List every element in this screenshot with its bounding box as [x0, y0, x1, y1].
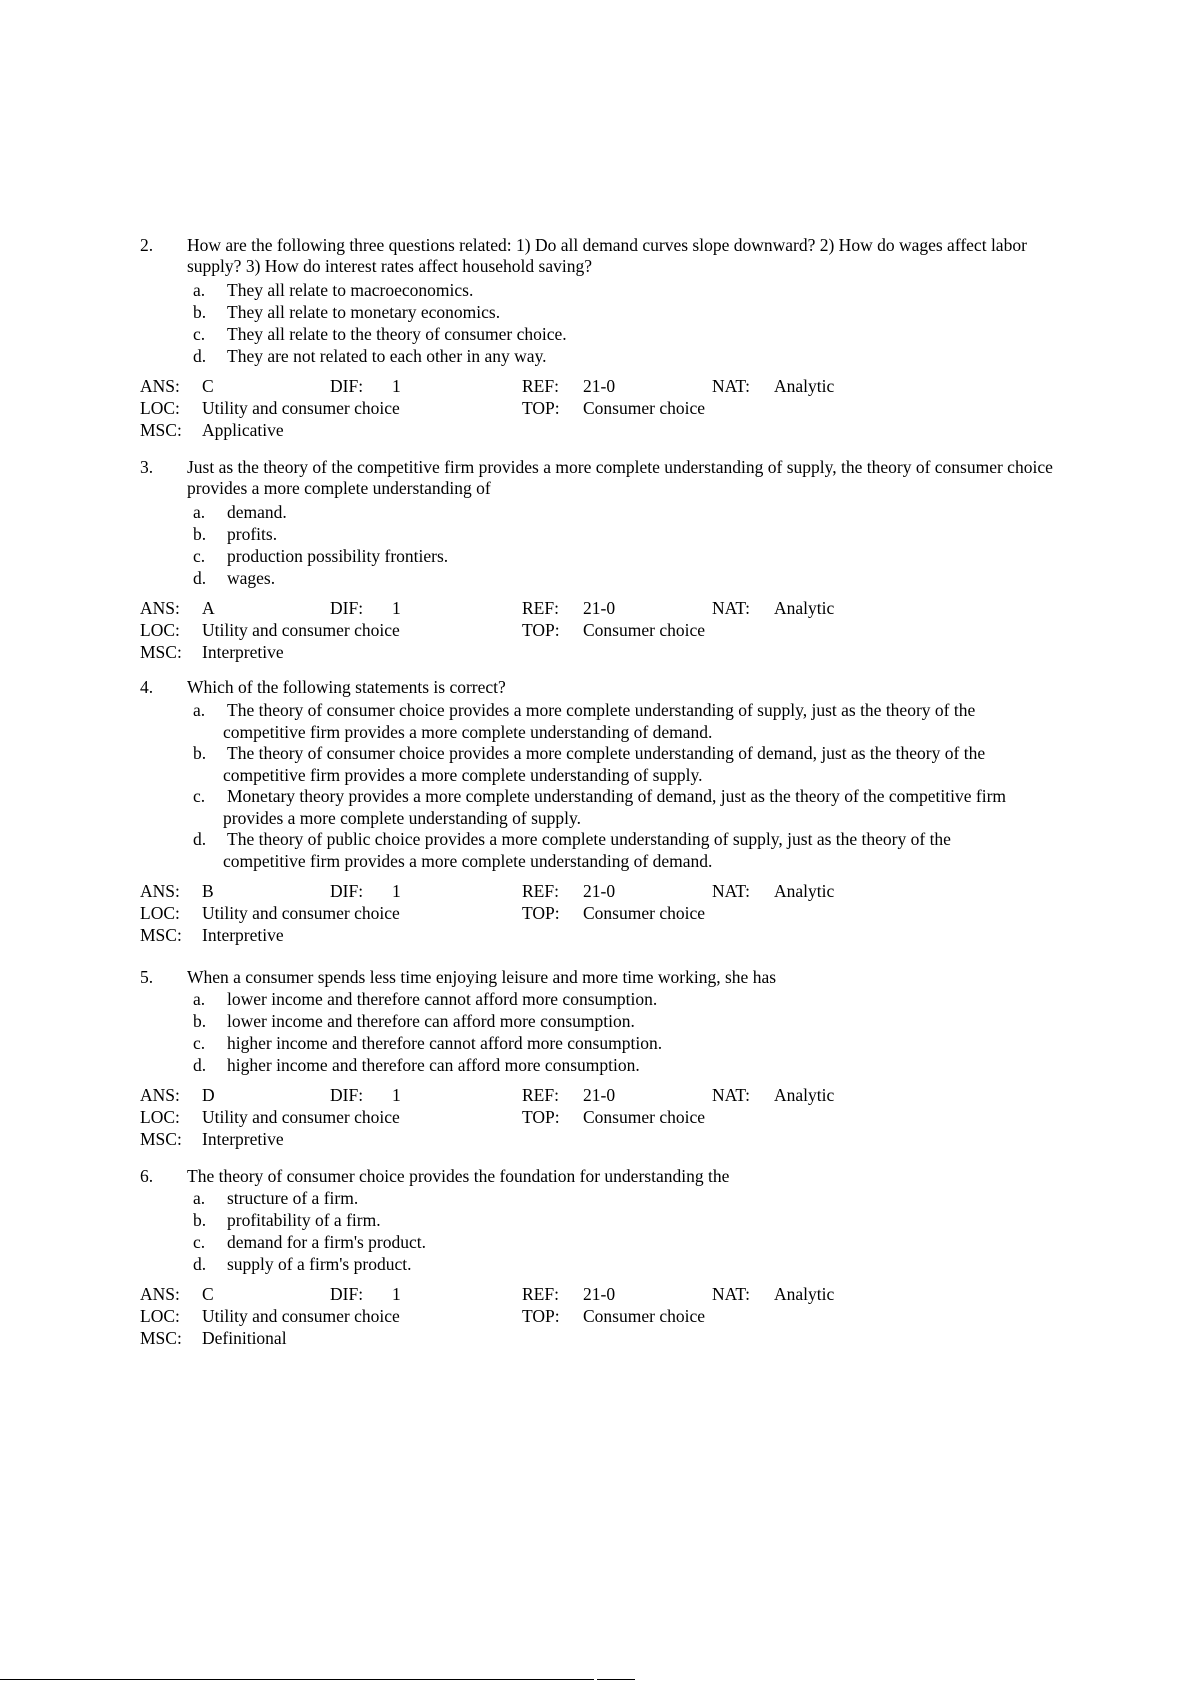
option-text: structure of a firm.: [227, 1188, 359, 1208]
ans-value: C: [202, 376, 214, 396]
nat-value: Analytic: [774, 598, 835, 618]
option-letter: b.: [193, 1210, 207, 1230]
question-6: [140, 1166, 1060, 1349]
option-letter: a.: [193, 280, 206, 300]
option-text: lower income and therefore can afford more consumption.: [227, 1011, 635, 1031]
ref-label: REF:: [522, 881, 559, 901]
option-c: [193, 323, 1060, 345]
option-a: [193, 988, 1060, 1010]
msc-label: MSC:: [140, 925, 182, 945]
answer-metadata: [140, 375, 1060, 441]
msc-value: Interpretive: [202, 925, 284, 945]
dif-value: 1: [392, 1085, 401, 1105]
ref-value: 21-0: [583, 881, 616, 901]
loc-value: Utility and consumer choice: [202, 1306, 400, 1326]
option-text: demand for a firm's product.: [227, 1232, 426, 1252]
ref-value: 21-0: [583, 1284, 616, 1304]
option-letter: d.: [193, 568, 207, 588]
option-list: [193, 1187, 1060, 1275]
option-a: [193, 279, 1060, 301]
msc-value: Interpretive: [202, 1129, 284, 1149]
answer-metadata: [140, 1084, 1060, 1150]
question-stem: Just as the theory of the competitive firm provides a more complete understanding of supply, the theory of consumer choice provides a more complete understanding of: [187, 457, 1053, 498]
question-stem-block: [140, 457, 1060, 499]
nat-value: Analytic: [774, 1085, 835, 1105]
question-stem: The theory of consumer choice provides the foundation for understanding the: [187, 1166, 730, 1186]
question-5: [140, 967, 1060, 1150]
question-stem-block: [140, 235, 1060, 277]
ans-value: D: [202, 1085, 215, 1105]
option-b: [193, 1010, 1060, 1032]
top-value: Consumer choice: [583, 398, 705, 418]
question-stem: Which of the following statements is correct?: [187, 677, 506, 697]
msc-value: Definitional: [202, 1328, 287, 1348]
option-letter: d.: [193, 1254, 207, 1274]
option-c: [193, 786, 1013, 829]
option-text: profitability of a firm.: [227, 1210, 381, 1230]
option-letter: d.: [193, 346, 207, 366]
option-text: The theory of public choice provides a more complete understanding of supply, just as the theory of the competitive firm provides a more complete understanding of demand.: [223, 829, 951, 871]
loc-value: Utility and consumer choice: [202, 398, 400, 418]
ref-value: 21-0: [583, 376, 616, 396]
ans-label: ANS:: [140, 1085, 180, 1105]
nat-value: Analytic: [774, 376, 835, 396]
dif-label: DIF:: [330, 376, 364, 396]
option-a: [193, 501, 1060, 523]
question-stem: How are the following three questions related: 1) Do all demand curves slope downward? 2) How do wages affect labor supply? 3) How do interest rates affect household saving?: [187, 235, 1027, 276]
option-text: lower income and therefore cannot afford more consumption.: [227, 989, 658, 1009]
ans-value: C: [202, 1284, 214, 1304]
ref-label: REF:: [522, 376, 559, 396]
nat-label: NAT:: [712, 881, 751, 901]
option-letter: c.: [193, 324, 206, 344]
option-d: [193, 829, 1013, 872]
dif-label: DIF:: [330, 881, 364, 901]
question-stem-block: [140, 1166, 1060, 1187]
option-b: [193, 301, 1060, 323]
option-b: [193, 523, 1060, 545]
option-text: profits.: [227, 524, 278, 544]
question-number: 6.: [140, 1166, 154, 1186]
option-letter: b.: [193, 524, 207, 544]
option-text: They all relate to the theory of consumer choice.: [227, 324, 567, 344]
nat-label: NAT:: [712, 598, 751, 618]
ref-value: 21-0: [583, 598, 616, 618]
question-stem: When a consumer spends less time enjoying leisure and more time working, she has: [187, 967, 777, 987]
question-number: 2.: [140, 235, 154, 255]
option-letter: a.: [193, 502, 206, 522]
msc-label: MSC:: [140, 420, 182, 440]
option-letter: b.: [193, 743, 207, 763]
ans-label: ANS:: [140, 598, 180, 618]
answer-metadata: [140, 1283, 1060, 1349]
answer-metadata: [140, 880, 1060, 946]
option-text: The theory of consumer choice provides a more complete understanding of demand, just as the theory of the competitive firm provides a more complete understanding of supply.: [223, 743, 986, 785]
option-letter: c.: [193, 546, 206, 566]
loc-label: LOC:: [140, 398, 180, 418]
ans-value: B: [202, 881, 214, 901]
option-letter: d.: [193, 829, 207, 849]
option-list: [193, 700, 1013, 872]
option-letter: d.: [193, 1055, 207, 1075]
dif-value: 1: [392, 1284, 401, 1304]
footer-rule-segment: [597, 1679, 635, 1680]
nat-label: NAT:: [712, 1284, 751, 1304]
loc-label: LOC:: [140, 620, 180, 640]
dif-value: 1: [392, 598, 401, 618]
ref-label: REF:: [522, 1085, 559, 1105]
msc-value: Applicative: [202, 420, 284, 440]
question-stem-block: [140, 677, 1060, 698]
dif-value: 1: [392, 376, 401, 396]
top-label: TOP:: [522, 1306, 560, 1326]
option-letter: a.: [193, 1188, 206, 1208]
option-d: [193, 1054, 1060, 1076]
top-label: TOP:: [522, 903, 560, 923]
nat-label: NAT:: [712, 376, 751, 396]
question-3: [140, 457, 1060, 663]
dif-label: DIF:: [330, 1085, 364, 1105]
option-letter: a.: [193, 700, 206, 720]
option-d: [193, 567, 1060, 589]
top-label: TOP:: [522, 1107, 560, 1127]
dif-value: 1: [392, 881, 401, 901]
footer-rule: [0, 1679, 594, 1680]
option-letter: c.: [193, 1033, 206, 1053]
loc-value: Utility and consumer choice: [202, 903, 400, 923]
dif-label: DIF:: [330, 598, 364, 618]
option-text: Monetary theory provides a more complete understanding of demand, just as the theory of the competitive firm provides a more complete understanding of supply.: [223, 786, 1007, 828]
option-list: [193, 988, 1060, 1076]
question-number: 4.: [140, 677, 154, 697]
option-text: They are not related to each other in any way.: [227, 346, 547, 366]
ref-label: REF:: [522, 1284, 559, 1304]
top-value: Consumer choice: [583, 1306, 705, 1326]
option-text: The theory of consumer choice provides a more complete understanding of supply, just as the theory of the competitive firm provides a more complete understanding of demand.: [223, 700, 976, 742]
nat-label: NAT:: [712, 1085, 751, 1105]
top-label: TOP:: [522, 620, 560, 640]
question-number: 5.: [140, 967, 154, 987]
option-b: [193, 1209, 1060, 1231]
option-text: supply of a firm's product.: [227, 1254, 412, 1274]
loc-value: Utility and consumer choice: [202, 620, 400, 640]
option-b: [193, 743, 1013, 786]
option-letter: b.: [193, 302, 207, 322]
option-letter: c.: [193, 1232, 206, 1252]
option-list: [193, 501, 1060, 589]
question-number: 3.: [140, 457, 154, 477]
option-text: They all relate to macroeconomics.: [227, 280, 474, 300]
option-letter: c.: [193, 786, 206, 806]
ans-label: ANS:: [140, 881, 180, 901]
top-label: TOP:: [522, 398, 560, 418]
option-text: production possibility frontiers.: [227, 546, 449, 566]
option-text: They all relate to monetary economics.: [227, 302, 501, 322]
answer-metadata: [140, 597, 1060, 663]
top-value: Consumer choice: [583, 903, 705, 923]
option-letter: a.: [193, 989, 206, 1009]
option-text: demand.: [227, 502, 287, 522]
question-4: [140, 677, 1060, 946]
ans-value: A: [202, 598, 215, 618]
loc-label: LOC:: [140, 1107, 180, 1127]
option-a: [193, 700, 1013, 743]
option-letter: b.: [193, 1011, 207, 1031]
loc-value: Utility and consumer choice: [202, 1107, 400, 1127]
ref-label: REF:: [522, 598, 559, 618]
ref-value: 21-0: [583, 1085, 616, 1105]
loc-label: LOC:: [140, 1306, 180, 1326]
question-stem-block: [140, 967, 1060, 988]
ans-label: ANS:: [140, 1284, 180, 1304]
option-d: [193, 1253, 1060, 1275]
ans-label: ANS:: [140, 376, 180, 396]
option-c: [193, 1231, 1060, 1253]
option-c: [193, 545, 1060, 567]
loc-label: LOC:: [140, 903, 180, 923]
msc-label: MSC:: [140, 1129, 182, 1149]
option-a: [193, 1187, 1060, 1209]
nat-value: Analytic: [774, 881, 835, 901]
msc-value: Interpretive: [202, 642, 284, 662]
top-value: Consumer choice: [583, 620, 705, 640]
nat-value: Analytic: [774, 1284, 835, 1304]
msc-label: MSC:: [140, 1328, 182, 1348]
top-value: Consumer choice: [583, 1107, 705, 1127]
option-text: wages.: [227, 568, 276, 588]
option-text: higher income and therefore can afford more consumption.: [227, 1055, 640, 1075]
msc-label: MSC:: [140, 642, 182, 662]
option-list: [193, 279, 1060, 367]
question-2: [140, 235, 1060, 441]
dif-label: DIF:: [330, 1284, 364, 1304]
option-text: higher income and therefore cannot afford more consumption.: [227, 1033, 663, 1053]
option-d: [193, 345, 1060, 367]
option-c: [193, 1032, 1060, 1054]
